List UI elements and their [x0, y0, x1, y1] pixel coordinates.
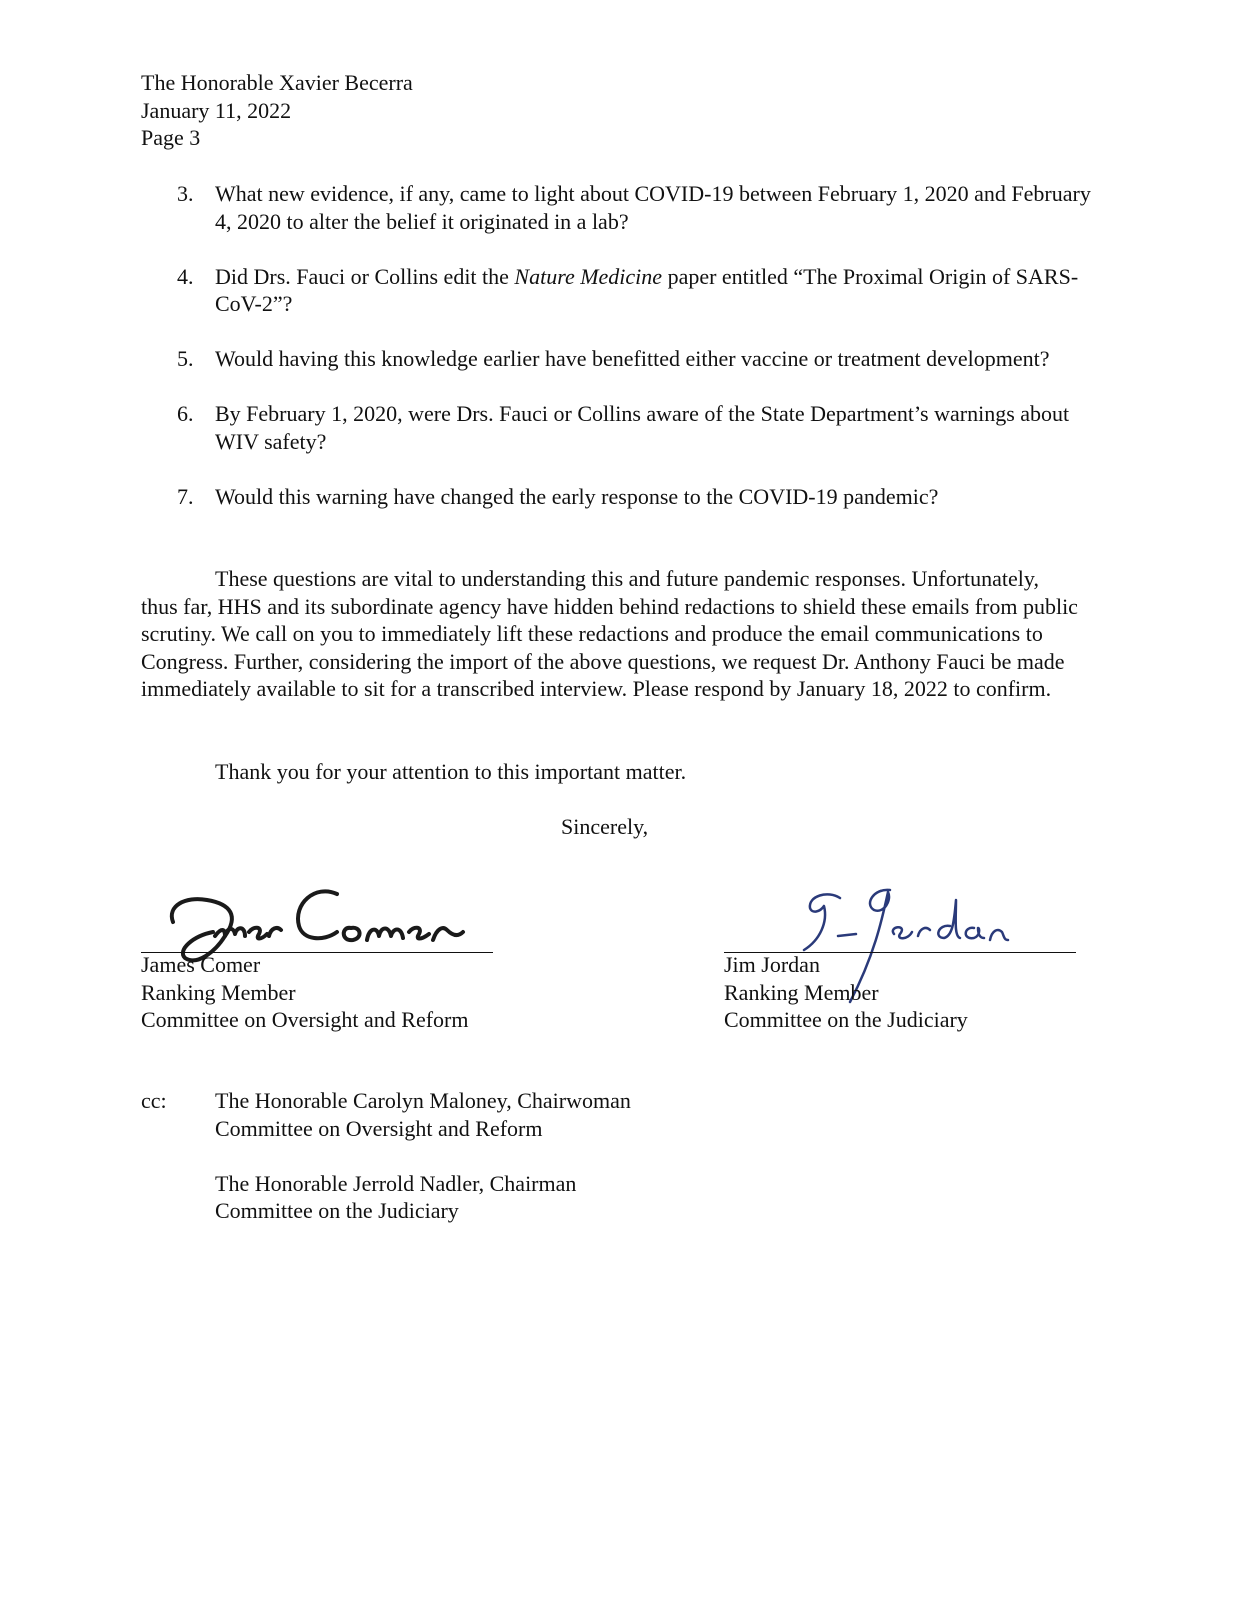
list-item-number: 5.: [177, 346, 194, 371]
signatory-name: Jim Jordan: [724, 952, 820, 977]
signatory-committee: Committee on the Judiciary: [724, 1007, 968, 1032]
cc-entry: [215, 1087, 835, 1142]
list-item-number: 6.: [177, 401, 194, 426]
list-item: [141, 345, 1101, 373]
list-item-text-part: Did Drs. Fauci or Collins edit the: [215, 263, 515, 289]
list-item-text: Would this warning have changed the early response to the COVID-19 pandemic?: [215, 483, 939, 509]
signatory-details: [724, 951, 1104, 1034]
list-item-text: Would having this knowledge earlier have benefitted either vaccine or treatment development?: [215, 346, 1050, 371]
letter-date: January 11, 2022: [141, 97, 292, 123]
thank-you-paragraph: Thank you for your attention to this important matter.: [215, 759, 687, 784]
list-item: [141, 483, 1101, 511]
list-item-number: 3.: [177, 181, 194, 206]
page-number: Page 3: [141, 125, 201, 150]
signatory-committee: Committee on Oversight and Reform: [141, 1007, 469, 1032]
cc-name: The Honorable Carolyn Maloney, Chairwoman: [215, 1088, 631, 1113]
signatory-title: Ranking Member: [141, 979, 296, 1005]
cc-entry: [215, 1170, 835, 1225]
signatory-details: [141, 951, 521, 1034]
cc-list: [215, 1087, 835, 1252]
journal-title: Nature Medicine: [514, 263, 663, 289]
letter-header: [141, 69, 413, 152]
body-paragraph: These questions are vital to understanding this and future pandemic responses. Unfortunately, thus far, HHS and its subordinate agency have hidden behind redactions to shield these emails from public scrutiny. We call on you to immediately lift these redactions and produce the email communications to Congress. Further, considering the import of the above questions, we request Dr. Anthony Fauci be made immediately available to sit for a transcribed interview. Please respond by January 18, 2022 to confirm.: [141, 566, 1078, 701]
list-item-text: [215, 263, 1101, 318]
signatory-name: James Comer: [141, 952, 261, 977]
list-item-text: What new evidence, if any, came to light about COVID-19 between February 1, 2020 and February 4, 2020 to alter the belief it originated in a lab?: [215, 181, 1091, 234]
list-item: [141, 180, 1101, 235]
cc-name: The Honorable Jerrold Nadler, Chairman: [215, 1170, 577, 1196]
list-item-number: 7.: [177, 483, 194, 509]
question-list: [141, 180, 1101, 538]
cc-committee: Committee on the Judiciary: [215, 1198, 459, 1223]
list-item-text: By February 1, 2020, were Drs. Fauci or Collins aware of the State Department’s warnings about WIV safety?: [215, 401, 1070, 454]
recipient-line: The Honorable Xavier Becerra: [141, 70, 413, 95]
signatory-title: Ranking Member: [724, 979, 879, 1005]
closing-salutation: Sincerely,: [561, 814, 649, 839]
cc-label: cc:: [141, 1088, 167, 1113]
cc-committee: Committee on Oversight and Reform: [215, 1115, 543, 1141]
list-item: [141, 400, 1101, 455]
list-item-text-part: paper entitled “The Proximal Origin of SARS-CoV-2”?: [215, 263, 1079, 316]
list-item: [141, 263, 1101, 318]
list-item-number: 4.: [177, 263, 194, 289]
